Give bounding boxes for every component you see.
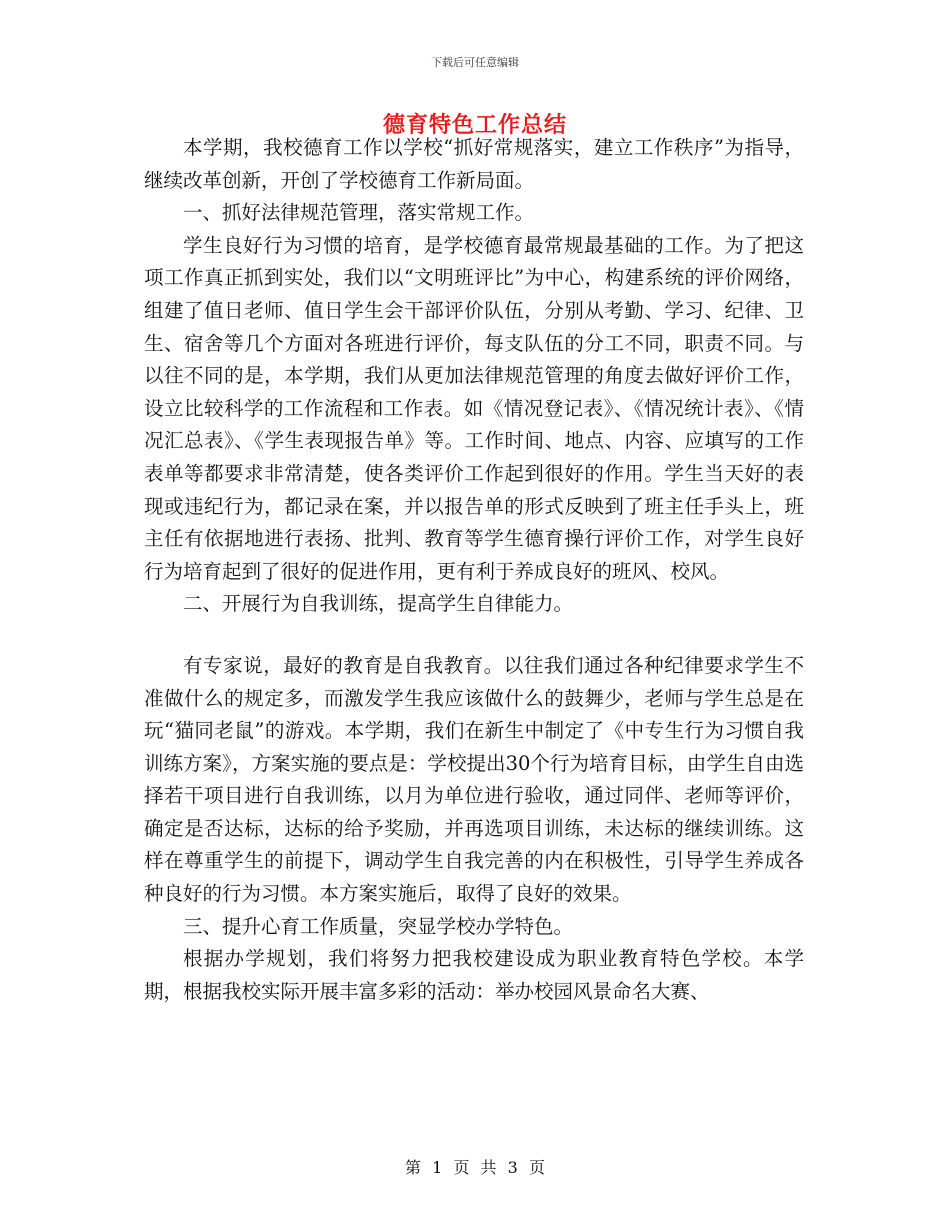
- paragraph-section-3: 根据办学规划，我们将努力把我校建设成为职业教育特色学校。本学期，根据我校实际开展丰富多彩的活动：举办校园风景命名大赛、: [144, 947, 804, 1003]
- header-note: 下载后可任意编辑: [431, 56, 519, 69]
- footer-total-word: 共: [480, 1158, 497, 1177]
- paragraph-intro: 本学期，我校德育工作以学校“抓好常规落实，建立工作秩序”为指导，继续改革创新，开创了学校德育工作新局面。: [144, 136, 804, 192]
- footer-current-page: 1: [432, 1158, 443, 1177]
- footer-page-word: 页: [453, 1158, 470, 1177]
- footer-suffix: 页: [528, 1158, 545, 1177]
- section-heading-3: 三、提升心育工作质量，突显学校办学特色。: [183, 914, 574, 938]
- page-footer: [0, 1155, 950, 1178]
- document-title: 德育特色工作总结: [382, 112, 567, 138]
- footer-total-pages: 3: [507, 1158, 518, 1177]
- section-heading-1: 一、抓好法律规范管理，落实常规工作。: [183, 201, 535, 225]
- paragraph-section-2: 有专家说，最好的教育是自我教育。以往我们通过各种纪律要求学生不准做什么的规定多，而激发学生我应该做什么的鼓舞少，老师与学生总是在玩“猫同老鼠”的游戏。本学期，我们在新生中制定了《中专生行为习惯自我训练方案》，方案实施的要点是：学校提出30个行为培育目标，由学生自由选择若干项目进行自我训练，以月为单位进行验收，通过同伴、老师等评价，确定是否达标，达标的给予奖励，并再选项目训练，未达标的继续训练。这样在尊重学生的前提下，调动学生自我完善的内在积极性，引导学生养成各种良好的行为习惯。本方案实施后，取得了良好的效果。: [144, 653, 804, 906]
- paragraph-section-1: 学生良好行为习惯的培育，是学校德育最常规最基础的工作。为了把这项工作真正抓到实处，我们以“文明班评比”为中心，构建系统的评价网络，组建了值日老师、值日学生会干部评价队伍，分别从考勤、学习、纪律、卫生、宿舍等几个方面对各班进行评价，每支队伍的分工不同，职责不同。与以往不同的是，本学期，我们从更加法律规范管理的角度去做好评价工作，设立比较科学的工作流程和工作表。如《情况登记表》、《情况统计表》、《情况汇总表》、《学生表现报告单》等。工作时间、地点、内容、应填写的工作表单等都要求非常清楚，使各类评价工作起到很好的作用。学生当天好的表现或违纪行为，都记录在案，并以报告单的形式反映到了班主任手头上，班主任有依据地进行表扬、批判、教育等学生德育操行评价工作，对学生良好行为培育起到了很好的促进作用，更有利于养成良好的班风、校风。: [144, 233, 804, 583]
- footer-prefix: 第: [405, 1158, 422, 1177]
- section-heading-2: 二、开展行为自我训练，提高学生自律能力。: [183, 592, 574, 616]
- document-body: [144, 132, 804, 1008]
